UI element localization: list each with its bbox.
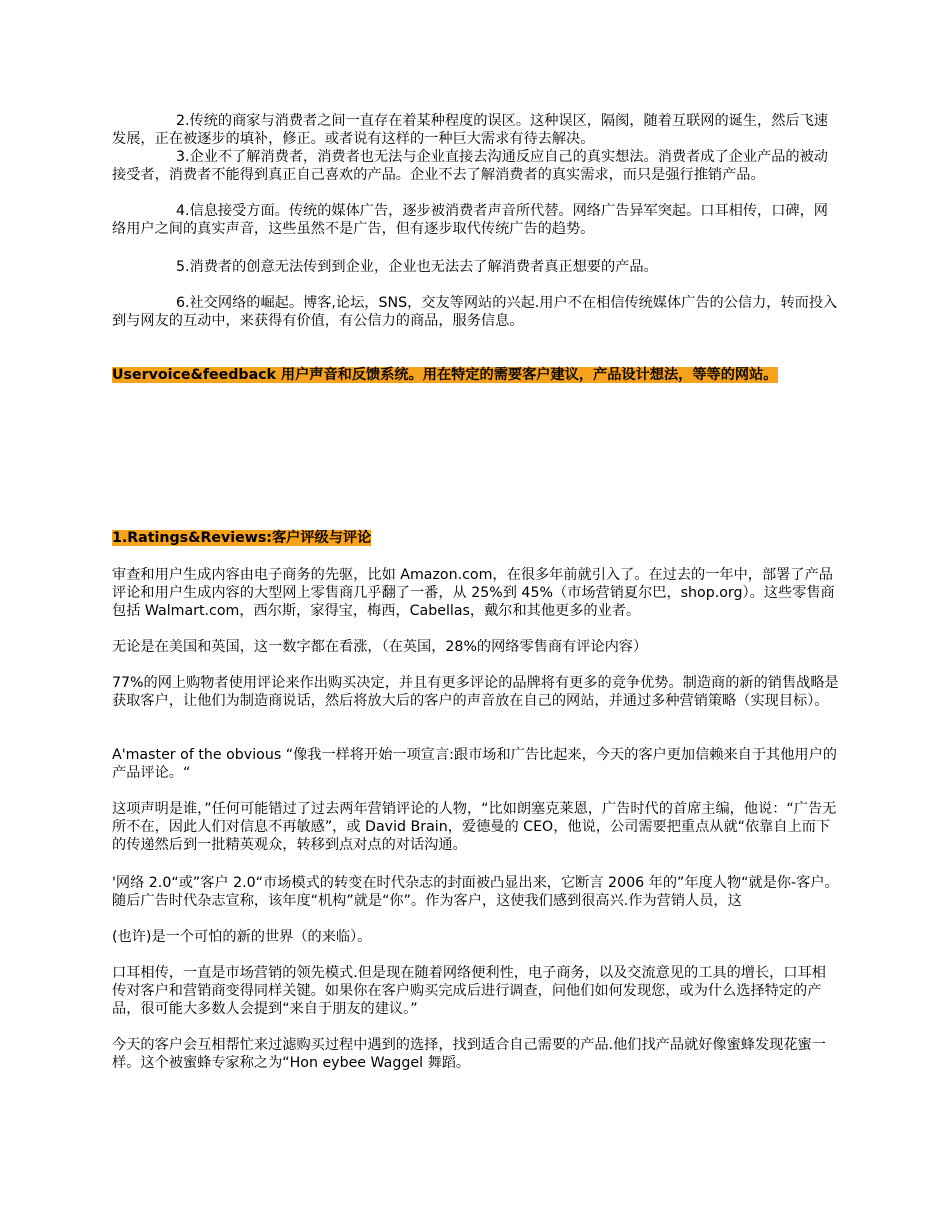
intro-point-4: 4.信息接受方面。传统的媒体广告，逐步被消费者声音所代替。网络广告异军突起。口耳相传，口碑，网络用户之间的真实声音，这些虽然不是广告，但有逐步取代传统广告的趋势。 (112, 203, 828, 237)
body-paragraph-6: 口耳相传，一直是市场营销的领先模式.但是现在随着网络便利性，电子商务，以及交流意见的工具的增长，口耳相传对客户和营销商变得同样关键。如果你在客户购买完成后进行调查，问他们如何发现您，或为什么选择特定的产品，很可能大多数人会提到“来自于朋友的建议。” (112, 965, 826, 1017)
intro-point-6: 6.社交网络的崛起。博客,论坛，SNS，交友等网站的兴起.用户不在相信传统媒体广告的公信力，转而投入到与网友的互动中，来获得有价值，有公信力的商品，服务信息。 (112, 295, 838, 329)
body-paragraph-2: 77%的网上购物者使用评论来作出购买决定，并且有更多评论的品牌将有更多的竞争优势。制造商的新的销售战略是获取客户，让他们为制造商说话，然后将放大后的客户的声音放在自己的网站，并通过多种营销策略（实现目标）。 (112, 675, 839, 709)
uservoice-heading: Uservoice&feedback 用户声音和反馈系统。用在特定的需要客户建议，产品设计想法，等等的网站。 (112, 367, 778, 383)
body-paragraph-7: 今天的客户会互相帮忙来过滤购买过程中遇到的选择，找到适合自己需要的产品.他们找产品就好像蜜蜂发现花蜜一样。这个被蜜蜂专家称之为“Hon eybee Waggel 舞蹈。 (112, 1037, 826, 1071)
ratings-heading-block (112, 529, 840, 547)
body-paragraph-1b: 无论是在美国和英国，这一数字都在看涨，（在英国，28%的网络零售商有评论内容） (112, 639, 648, 655)
body-paragraph-3: A'master of the obvious “像我一样将开始一项宣言:跟市场和广告比起来，今天的客户更加信赖来自于其他用户的产品评论。“ (112, 747, 837, 781)
body-paragraph-4: 这项声明是谁，”任何可能错过了过去两年营销评论的人物，“比如朗塞克莱恩，广告时代的首席主编，他说：“广告无所不在，因此人们对信息不再敏感”，或 David Brain，爱德曼的 CEO，他说，公司需要把重点从就“依靠自上而下的传递然后到一批精英观众，转移到点对点的对话沟通。 (112, 801, 837, 853)
uservoice-heading-block (112, 366, 812, 384)
body-paragraph-5b: (也许)是一个可怕的新的世界（的来临）。 (112, 929, 372, 945)
intro-point-3: 3.企业不了解消费者，消费者也无法与企业直接去沟通反应自己的真实想法。消费者成了企业产品的被动接受者，消费者不能得到真正自己喜欢的产品。企业不去了解消费者的真实需求，而只是强行推销产品。 (112, 149, 828, 183)
body-paragraph-1: 审查和用户生成内容由电子商务的先驱，比如 Amazon.com，在很多年前就引入了。在过去的一年中，部署了产品评论和用户生成内容的大型网上零售商几乎翻了一番，从 25%到 45%（市场营销夏尔巴，shop.org）。这些零售商包括 Walmart.com，西尔斯，家得宝，梅西，Cabellas，戴尔和其他更多的业者。 (112, 567, 835, 619)
ratings-heading: 1.Ratings&Reviews:客户评级与评论 (112, 530, 372, 546)
body-paragraph-5: '网络 2.0“或”客户 2.0“市场模式的转变在时代杂志的封面被凸显出来，它断言 2006 年的”年度人物“就是你-客户。随后广告时代杂志宣称，该年度“机构”就是“你”。作为客户，这使我们感到很高兴.作为营销人员，这 (112, 875, 839, 909)
intro-point-5: 5.消费者的创意无法传到到企业，企业也无法去了解消费者真正想要的产品。 (176, 259, 658, 275)
intro-point-2: 2.传统的商家与消费者之间一直存在着某种程度的误区。这种误区，隔阂，随着互联网的诞生，然后飞速发展，正在被逐步的填补，修正。或者说有这样的一种巨大需求有待去解决。 (112, 113, 828, 147)
